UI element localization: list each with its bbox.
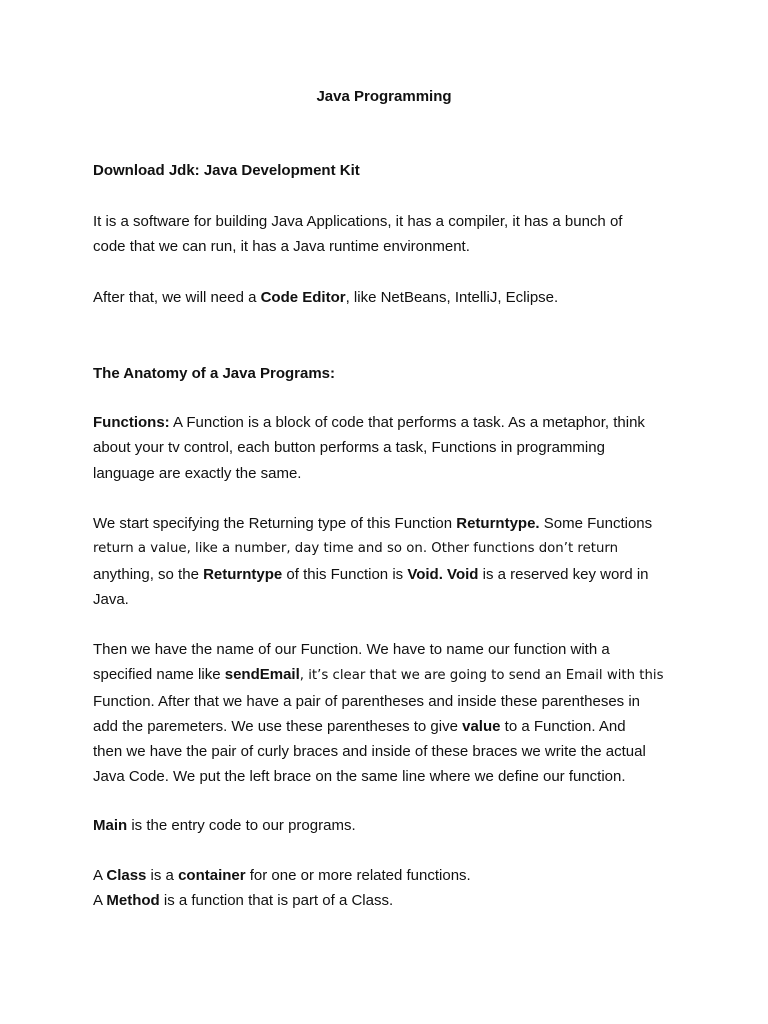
text-line: language are exactly the same. <box>93 464 302 482</box>
text-line <box>93 662 693 688</box>
text-line: about your tv control, each button performs a task, Functions in programming <box>93 439 605 457</box>
term-code-editor: Code Editor <box>260 289 346 306</box>
paragraph-main <box>93 813 693 838</box>
text-run: is the entry code to our programs. <box>127 817 356 834</box>
term-returntype: Returntype. <box>456 515 540 532</box>
text-line: Java. <box>93 590 129 608</box>
paragraph-code-editor <box>93 285 693 310</box>
text-line <box>93 511 693 536</box>
text-run: of this Function is <box>282 565 408 583</box>
term-functions: Functions: <box>93 414 170 431</box>
text-run: A Function is a block of code that performs a task. As a metaphor, think <box>169 414 645 431</box>
text-run: for one or more related functions. <box>245 867 471 884</box>
text-line <box>93 410 693 435</box>
paragraph-functions <box>93 410 693 486</box>
text-line: return a value, like a number, day time and so on. Other functions don’t return <box>93 541 619 557</box>
text-run: We start specifying the Returning type of this Function <box>93 515 457 532</box>
paragraph-returntype <box>93 511 693 612</box>
term-void: Void. Void <box>407 565 479 583</box>
term-returntype: Returntype <box>203 565 283 583</box>
term-value: value <box>462 717 501 735</box>
text-line: It is a software for building Java Applications, it has a compiler, it has a bunch of <box>93 213 623 230</box>
term-class: Class <box>106 867 147 884</box>
text-line <box>93 714 693 739</box>
text-run: specified name like <box>93 666 225 684</box>
text-line: Java Code. We put the left brace on the same line where we define our function. <box>93 768 626 786</box>
term-container: container <box>178 867 246 884</box>
term-sendemail: sendEmail <box>224 666 300 684</box>
text-run: to a Function. And <box>500 717 626 735</box>
paragraph-jdk-description <box>93 209 693 260</box>
term-method: Method <box>106 892 160 910</box>
text-line <box>93 888 693 913</box>
text-run: , like NetBeans, IntelliJ, Eclipse. <box>345 289 559 306</box>
text-run: is a reserved key word in <box>478 565 649 583</box>
text-line <box>93 562 693 587</box>
text-line <box>93 863 693 888</box>
text-run: is a <box>146 867 179 884</box>
page-title: Java Programming <box>316 88 452 105</box>
text-run: add the paremeters. We use these parentheses to give <box>93 717 463 735</box>
term-main: Main <box>93 817 128 834</box>
text-run: anything, so the <box>93 565 204 583</box>
text-run: , it’s clear that we are going to send an Email with this <box>299 668 664 684</box>
section-heading-download: Download Jdk: Java Development Kit <box>93 162 360 179</box>
text-run: After that, we will need a <box>93 289 261 306</box>
text-run: is a function that is part of a Class. <box>159 892 394 910</box>
text-run: A <box>93 867 107 884</box>
text-run: Some Functions <box>539 515 653 532</box>
section-heading-anatomy: The Anatomy of a Java Programs: <box>93 365 336 382</box>
text-run: A <box>93 892 107 910</box>
text-line: Function. After that we have a pair of parentheses and inside these parentheses in <box>93 692 641 710</box>
paragraph-class-method <box>93 863 693 914</box>
text-line: then we have the pair of curly braces and inside of these braces we write the actual <box>93 743 646 761</box>
text-line: code that we can run, it has a Java runtime environment. <box>93 238 470 256</box>
paragraph-function-name <box>93 637 693 790</box>
text-line: Then we have the name of our Function. We have to name our function with a <box>93 641 610 658</box>
